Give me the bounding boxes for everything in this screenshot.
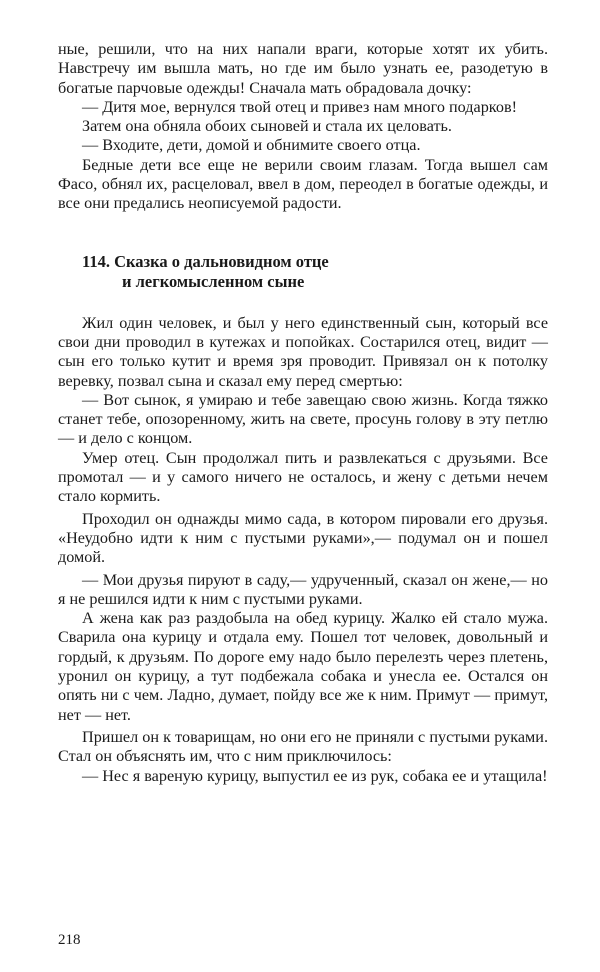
paragraph: Затем она обняла обоих сыновей и стала их целовать. — [82, 117, 452, 136]
paragraph: ные, решили, что на них напали враги, которые хотят их убить. Навстречу им вышла мать, но где им было узнать ее, разодетую в богатые парчовые одежды! Сначала мать обрадовала дочку: — [58, 40, 548, 97]
book-page — [58, 40, 548, 786]
story-body — [58, 314, 548, 786]
page-number: 218 — [58, 932, 81, 948]
paragraph: Пришел он к товарищам, но они его не приняли с пустыми руками. Стал он объяснять им, что с ним приключилось: — [58, 727, 548, 766]
story-title-line-1: 114. Сказка о дальновидном отце — [82, 251, 329, 271]
paragraph: Бедные дети все еще не верили своим глазам. Тогда вышел сам Фасо, обнял их, расцеловал, ввел в дом, переодел в богатые одежды, и все они предались неописуемой радости. — [58, 155, 548, 213]
paragraph: — Вот сынок, я умираю и тебе завещаю свою жизнь. Когда тяжко станет тебе, опозоренному, жить на свете, просунь голову в эту петлю — и дело с концом. — [58, 390, 548, 448]
story-title-line-2: и легкомысленном сыне — [122, 271, 305, 291]
paragraph: — Нес я вареную курицу, выпустил ее из рук, собака ее и утащила! — [82, 766, 548, 785]
paragraph: А жена как раз раздобыла на обед курицу. Жалко ей стало мужа. Сварила она курицу и отдала ему. Пошел тот человек, довольный и гордый, к друзьям. По дороге ему надо было перелезть через плетень, уронил он курицу, а тут подбежала собака и унесла ее. Остался он опять ни с чем. Ладно, думает, пойду все же к ним. Примут — примут, нет — нет. — [58, 609, 548, 724]
paragraph: Жил один человек, и был у него единственный сын, который все свои дни проводил в кутежах и попойках. Состарился отец, видит — сын его только кутит и время зря проводит. Привязал он к потолку веревку, позвал сына и сказал ему перед смертью: — [58, 313, 548, 390]
previous-story-ending — [58, 40, 548, 214]
paragraph: Проходил он однажды мимо сада, в котором пировали его друзья. «Неудобно идти к ним с пустыми руками»,— подумал он и пошел домой. — [58, 509, 548, 567]
paragraph: — Мои друзья пируют в саду,— удрученный, сказал он жене,— но я не решился идти к ним с пустыми руками. — [58, 570, 548, 608]
paragraph: — Дитя мое, вернулся твой отец и привез нам много подарков! — [82, 97, 517, 116]
story-title — [82, 252, 548, 292]
paragraph: — Входите, дети, домой и обнимите своего отца. — [82, 136, 421, 155]
paragraph: Умер отец. Сын продолжал пить и развлекаться с друзьями. Все промотал — и у самого ничего не осталось, и жену с детьми нечем стало кормить. — [58, 448, 548, 506]
